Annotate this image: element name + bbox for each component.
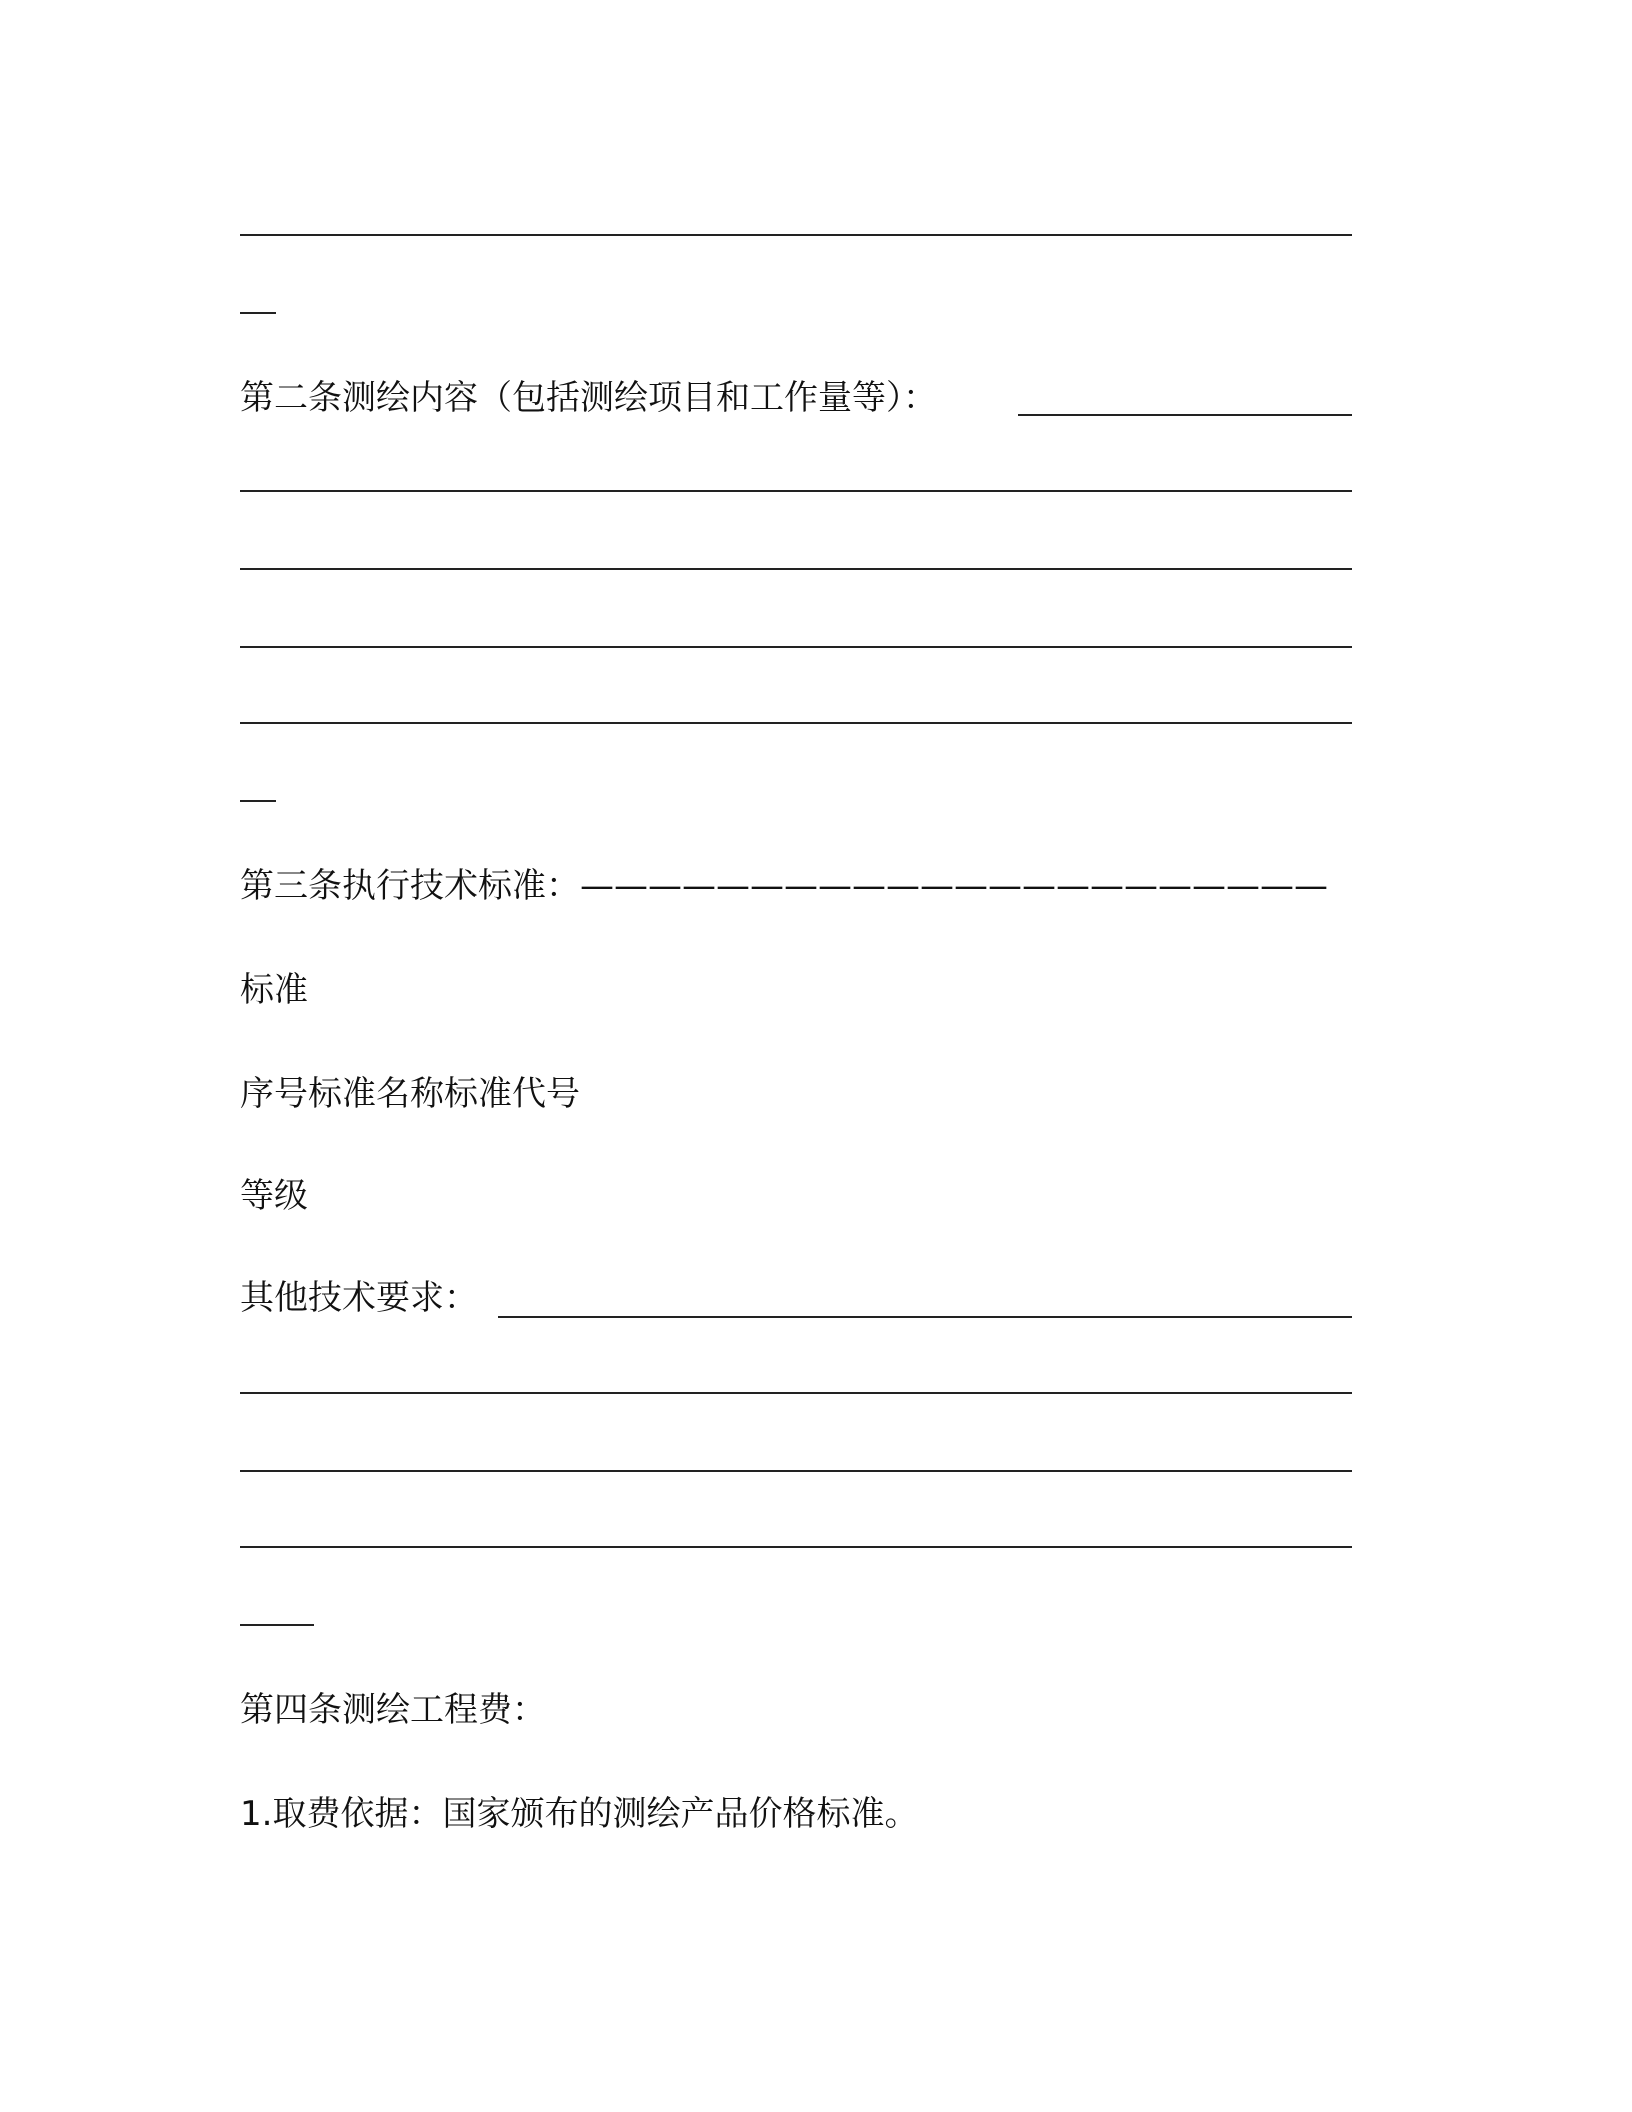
article2-label: 第二条测绘内容（包括测绘项目和工作量等）： [240, 378, 937, 418]
other-requirements-blank-inline [498, 1316, 1352, 1318]
other-requirements-blank-line [240, 1546, 1352, 1548]
article3-label: 第三条执行技术标准：—————————————————————— [240, 866, 1328, 906]
other-requirements-label: 其他技术要求： [240, 1278, 478, 1318]
article2-blank-line [240, 722, 1352, 724]
other-requirements-blank-line-short [240, 1624, 314, 1626]
standards-table-header-1: 标准 [240, 970, 308, 1010]
blank-fill-line [240, 234, 1352, 236]
other-requirements-blank-line [240, 1470, 1352, 1472]
other-requirements-blank-line [240, 1392, 1352, 1394]
article2-blank-inline [1018, 414, 1352, 416]
article2-blank-line [240, 568, 1352, 570]
blank-fill-line-short [240, 312, 276, 314]
article2-blank-line [240, 490, 1352, 492]
article2-blank-line [240, 646, 1352, 648]
article2-blank-line-short [240, 800, 276, 802]
article4-item1: 1.取费依据：国家颁布的测绘产品价格标准。 [240, 1794, 919, 1834]
standards-table-header-3: 等级 [240, 1176, 308, 1216]
standards-table-header-2: 序号标准名称标准代号 [240, 1074, 580, 1114]
article4-label: 第四条测绘工程费： [240, 1690, 546, 1730]
